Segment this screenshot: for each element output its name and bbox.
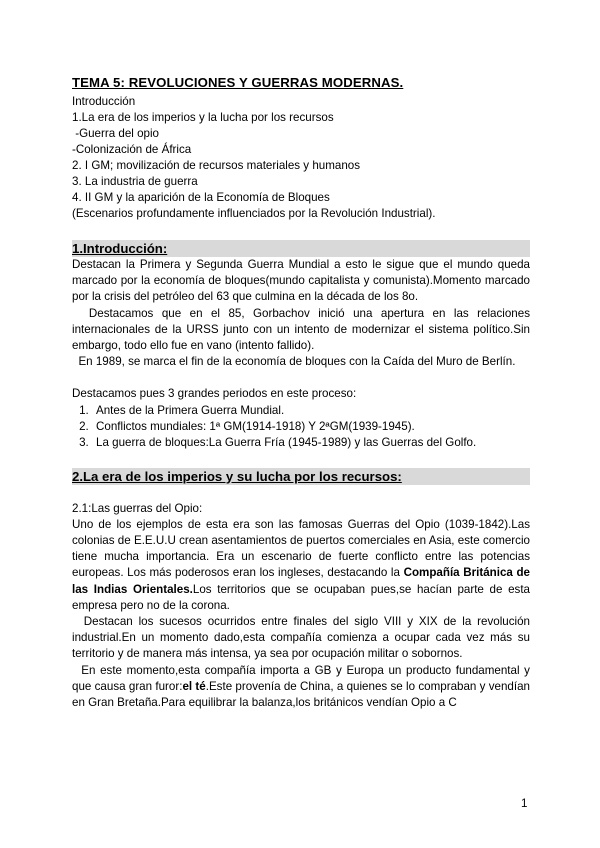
- paragraph: En 1989, se marca el fin de la economía de bloques con la Caída del Muro de Berlín.: [72, 355, 516, 369]
- index-item: (Escenarios profundamente influenciados por la Revolución Industrial).: [72, 207, 436, 220]
- index-item: 2. I GM; movilización de recursos materiales y humanos: [72, 159, 361, 172]
- subheading: 2.1:Las guerras del Opio:: [72, 501, 203, 515]
- index-item: -Guerra del opio: [72, 127, 159, 140]
- index-list: [72, 94, 530, 222]
- index-item: -Colonización de África: [72, 143, 192, 156]
- section-heading-introduccion: 1.Introducción:: [72, 240, 530, 257]
- list-item: 3. La guerra de bloques:La Guerra Fría (1945-1989) y las Guerras del Golfo.: [92, 435, 530, 451]
- periods-list: [72, 403, 530, 451]
- paragraph: Uno de los ejemplos de esta era son las famosas Guerras del Opio (1039-1842).Las colonias de E.E.U.U crean asentamientos de puertos comerciales en Asia, este comercio tiene mucha importancia. Era un escenario de fuerte conflicto entre las potencias europeas. Los más poderosos eran los ingleses, destacando la Compañía Británica de las Indias Orientales.Los territorios que se ocupaban pues,se hacían parte de esta empresa pero no de la corona.: [72, 517, 530, 612]
- paragraph: Destacamos pues 3 grandes periodos en este proceso:: [72, 387, 357, 401]
- page-number: 1: [521, 797, 528, 810]
- index-item: Introducción: [72, 95, 136, 108]
- paragraph: Destacamos que en el 85, Gorbachov inició una apertura en las relaciones internacionales de la URSS junto con un intento de modernizar el sistema político.Sin embargo, todo ello fue en vano (intento fallido).: [72, 306, 534, 353]
- paragraph: En este momento,esta compañía importa a GB y Europa un producto fundamental y que causa gran furor:el té.Este provenía de China, a quienes se lo compraban y vendían en Gran Bretaña.Para equilibrar la balanza,los británicos vendían Opio a C: [72, 663, 534, 710]
- index-item: 3. La industria de guerra: [72, 175, 198, 188]
- bold-text: Compañía Británica de las Indias Orientales.: [72, 566, 530, 596]
- document-page: [72, 75, 534, 711]
- paragraph: Destacan la Primera y Segunda Guerra Mundial a esto le sigue que el mundo queda marcado por la economía de bloques(mundo capitalista y comunista).Momento marcado por la crisis del petróleo del 63 que culmina en la década de los 8o.: [72, 258, 530, 304]
- index-item: 4. II GM y la aparición de la Economía de Bloques: [72, 191, 330, 204]
- section-heading-era-imperios: 2.La era de los imperios y su lucha por los recursos:: [72, 468, 530, 485]
- list-item: 2. Conflictos mundiales: 1ª GM(1914-1918) Y 2ªGM(1939-1945).: [92, 419, 530, 435]
- list-item: 1. Antes de la Primera Guerra Mundial.: [92, 403, 530, 419]
- page-title: TEMA 5: REVOLUCIONES Y GUERRAS MODERNAS.: [72, 75, 404, 90]
- bold-text: el té: [182, 679, 206, 693]
- index-item: 1.La era de los imperios y la lucha por los recursos: [72, 111, 334, 124]
- paragraph: Destacan los sucesos ocurridos entre finales del siglo VIII y XIX de la revolución industrial.En un momento dado,esta compañía comienza a ocupar cada vez más su territorio y de manera más intensa, ya sea por ocupación militar o sobornos.: [72, 615, 534, 661]
